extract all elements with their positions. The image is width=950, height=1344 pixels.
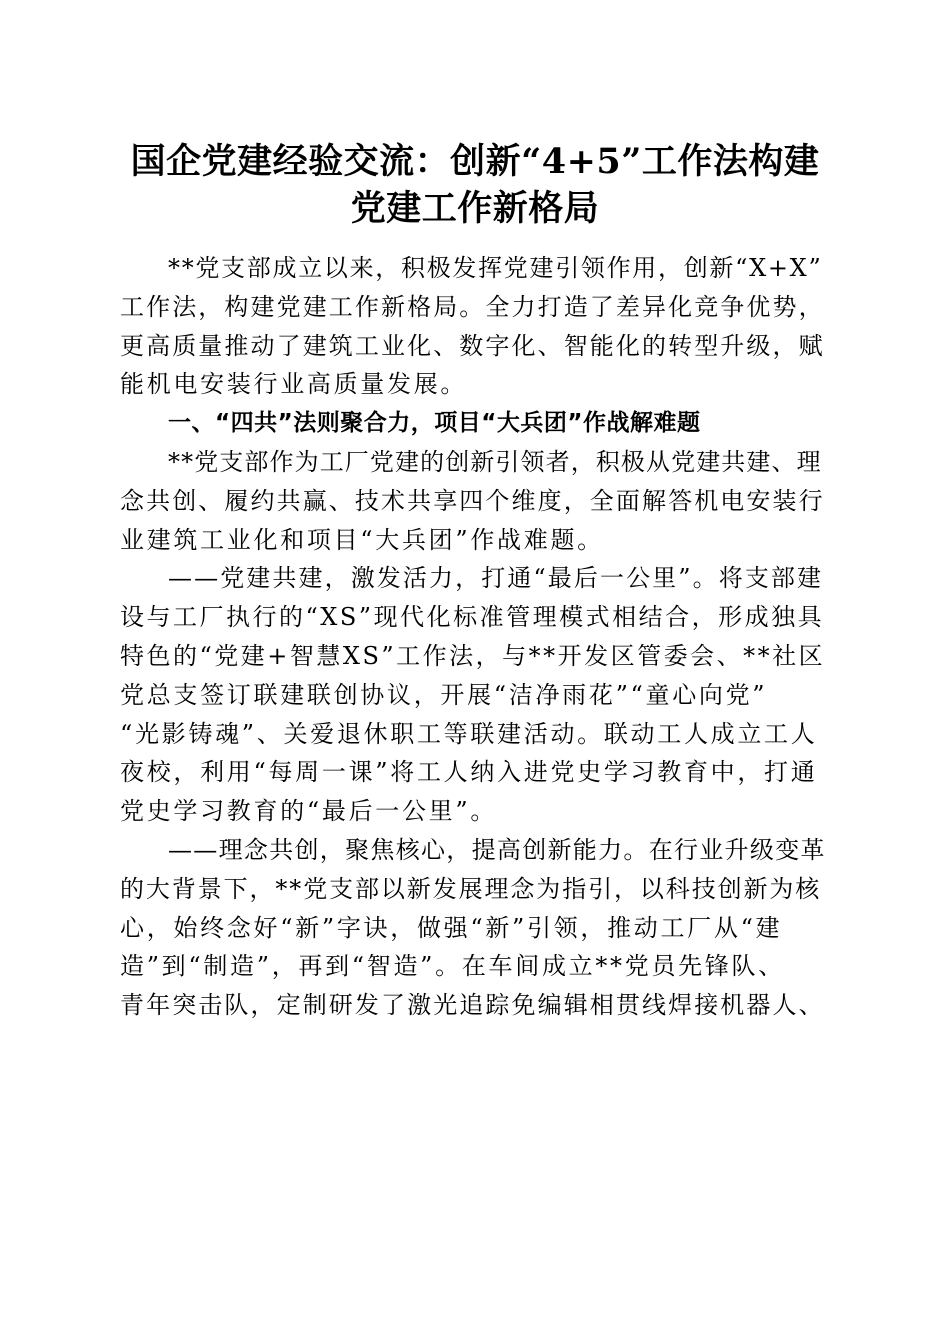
text-line: 的大背景下，**党支部以新发展理念为指引，以科技创新为核 [120,874,822,903]
document-body [120,249,826,1025]
paragraph-intro [120,249,826,404]
text-line: 设与工厂执行的“XS”现代化标准管理模式相结合，形成独具 [120,603,825,632]
text-line: 更高质量推动了建筑工业化、数字化、智能化的转型升级，赋 [120,331,825,360]
text-line: 念共创、履约共赢、技术共享四个维度，全面解答机电安装行 [120,486,825,515]
heading-text: 一、“四共”法则聚合力，项目“大兵团”作战解难题 [168,410,701,437]
text-line: ——党建共建，激发活力，打通“最后一公里”。将支部建 [168,564,824,593]
title-line-1: 国企党建经验交流：创新“4+5”工作法构建 [130,141,820,182]
text-line: 能机电安装行业高质量发展。 [120,370,468,399]
text-line: 党总支签订联建联创协议，开展“洁净雨花”“童心向党” [120,680,768,709]
document-title [100,138,850,232]
text-line: **党支部成立以来，积极发挥党建引领作用，创新“X+X” [168,254,823,282]
text-line: “光影铸魂”、关爱退休职工等联建活动。联动工人成立工人 [120,719,818,748]
text-line: 特色的“党建+智慧XS”工作法，与**开发区管委会、**社区 [120,641,826,670]
text-line: 青年突击队，定制研发了激光追踪免编辑相贯线焊接机器人、 [120,991,825,1020]
paragraph-section-intro [120,443,826,559]
text-line: 造”到“制造”，再到“智造”。在车间成立**党员先锋队、 [120,952,785,981]
text-line: 夜校，利用“每周一课”将工人纳入进党史学习教育中，打通 [120,758,818,787]
text-line: 党史学习教育的“最后一公里”。 [120,797,498,826]
text-line: 工作法，构建党建工作新格局。全力打造了差异化竞争优势， [120,292,825,321]
title-line-2: 党建工作新格局 [350,188,600,229]
text-line: 业建筑工业化和项目“大兵团”作战难题。 [120,525,604,554]
paragraph-concept-innovation [120,831,826,1025]
section-heading-1 [120,404,826,443]
paragraph-party-building [120,559,826,831]
text-line: **党支部作为工厂党建的创新引领者，积极从党建共建、理 [168,447,822,476]
text-line: ——理念共创，聚焦核心，提高创新能力。在行业升级变革 [168,835,826,864]
text-line: 心，始终念好“新”字诀，做强“新”引领，推动工厂从“建 [120,913,783,942]
